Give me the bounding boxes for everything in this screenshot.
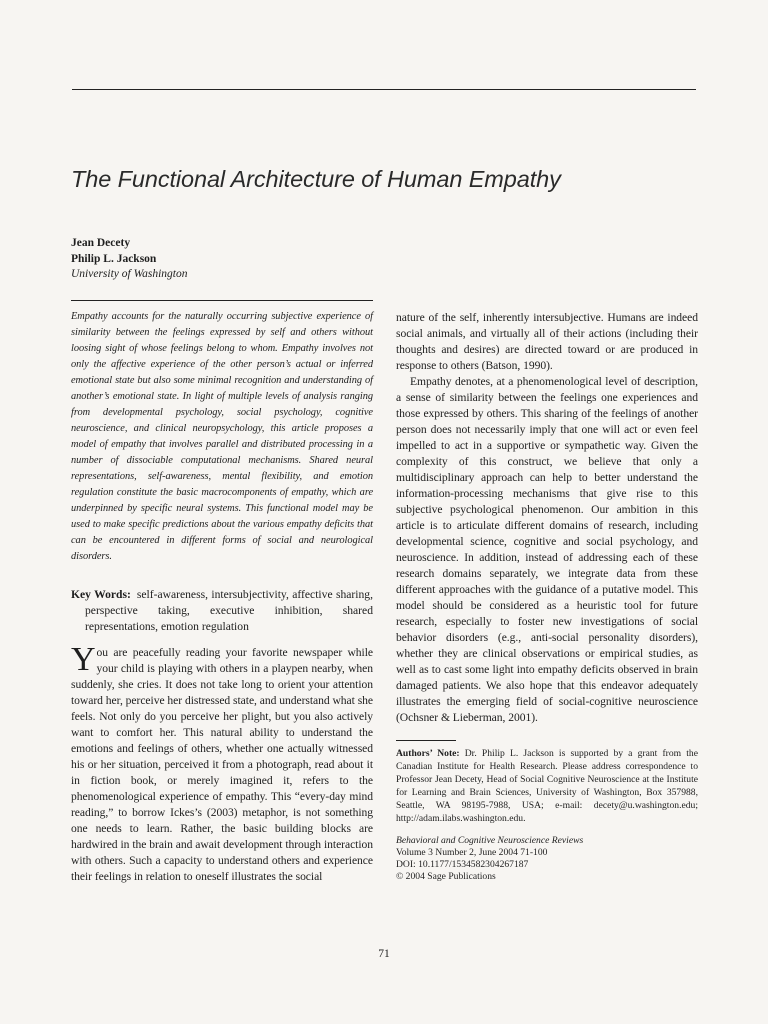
journal-volume: Volume 3 Number 2, June 2004 71-100 [396, 847, 548, 858]
right-column [396, 300, 698, 883]
opening-text: ou are peacefully reading your favorite newspaper while your child is playing with others in a playpen nearby, when suddenly, she cries. It does not take long to orient your attention toward her, perceive her distressed state, and understand what she feels. Not only do you perceive her plight, but you also actively want to comfort her. This natural ability to understand the emotions and feelings of others, whether one actually witnessed his or her situation, perceived it from a photograph, read about it in fiction book, or merely imagined it, refers to the phenomenological experience of empathy. This “every-day mind reading,” to borrow Ickes’s (2003) metaphor, is not something one needs to learn. Rather, the basic building blocks are hardwired in the brain and await development through interaction with others. Such a capacity to understand others and experience their feelings in relation to oneself illustrates the social [71, 646, 373, 883]
abstract: Empathy accounts for the naturally occurring subjective experience of similarity between the feelings expressed by self and others without loosing sight of whose feelings belong to whom. Empathy involves not only the affective experience of the other person’s actual or inferred emotional state but also some minimal recognition and understanding of another’s emotional state. In light of multiple levels of analysis ranging from developmental psychology, social psychology, cognitive neuroscience, and clinical neuropsychology, this article proposes a model of empathy that involves parallel and distributed processing in a number of dissociable computational mechanisms. Shared neural representations, self-awareness, mental flexibility, and emotion regulation constitute the basic macrocomponents of empathy, which are underpinned by specific neural systems. This functional model may be used to make specific predictions about the various empathy deficits that can be encountered in different forms of social and neurological disorders. [71, 311, 373, 562]
author-affiliation: University of Washington [71, 268, 188, 280]
author-block [71, 236, 188, 283]
opening-paragraph [71, 641, 373, 885]
article-title: The Functional Architecture of Human Empathy [71, 166, 561, 192]
authors-note [396, 747, 698, 825]
page-number: 71 [378, 948, 390, 960]
right-column-text [396, 310, 698, 726]
keywords-text: self-awareness, intersubjectivity, affective sharing, perspective taking, executive inhibition, shared representations, emotion regulation [85, 588, 373, 633]
author-name: Jean Decety [71, 237, 131, 249]
keywords-label: Key Words: [71, 588, 131, 601]
abstract-rule [71, 300, 373, 301]
journal-copyright: © 2004 Sage Publications [396, 871, 496, 882]
journal-info [396, 835, 698, 883]
authors-note-text: Dr. Philip L. Jackson is supported by a grant from the Canadian Institute for Health Research. Please address correspondence to Professor Jean Decety, Head of Social Cognitive Neuroscience at the Institute for Learning and Brain Sciences, University of Washington, Box 357988, Seattle, WA 98195-7988, USA; e-mail: decety@u.washington.edu; http://adam.ilabs.washington.edu. [396, 748, 698, 824]
keywords [71, 587, 373, 635]
body-paragraph: nature of the self, inherently intersubjective. Humans are indeed social animals, and virtually all of their actions (including their thoughts and desires) are directed toward or are produced in response to others (Batson, 1990). [396, 311, 698, 372]
left-column [71, 300, 373, 885]
journal-doi: DOI: 10.1177/1534582304267187 [396, 859, 529, 870]
drop-cap: Y [71, 641, 96, 678]
header-rule [72, 89, 696, 90]
author-name: Philip L. Jackson [71, 252, 157, 265]
journal-name: Behavioral and Cognitive Neuroscience Reviews [396, 835, 584, 846]
body-paragraph: Empathy denotes, at a phenomenological level of description, a sense of similarity between the feelings one experiences and those expressed by others. This sharing of the feelings of another person does not necessarily imply that one will act or even feel impelled to act in a supportive or sympathetic way. Given the complexity of this construct, we believe that only a multidisciplinary approach can help to better understand the information-processing mechanisms that give rise to this subjective psychological phenomenon. Our ambition in this article is to articulate different domains of research, including developmental science, cognitive and social psychology, and neuroscience. In addition, instead of addressing each of these research domains separately, we integrate data from these different approaches with the guidance of a putative model. This model should be considered as a heuristic tool for future research, especially to foster new investigations of social behavior disorders (e.g., anti-social personality disorders), whether they are clinical observations or empirical studies, as well as to cast some light into empathy deficits observed in brain damaged patients. We also hope that this endeavor adequately illustrates the emerging field of social-cognitive neuroscience (Ochsner & Lieberman, 2001). [396, 375, 698, 724]
authors-note-label: Authors’ Note: [396, 748, 460, 759]
footnote-rule [396, 740, 456, 741]
